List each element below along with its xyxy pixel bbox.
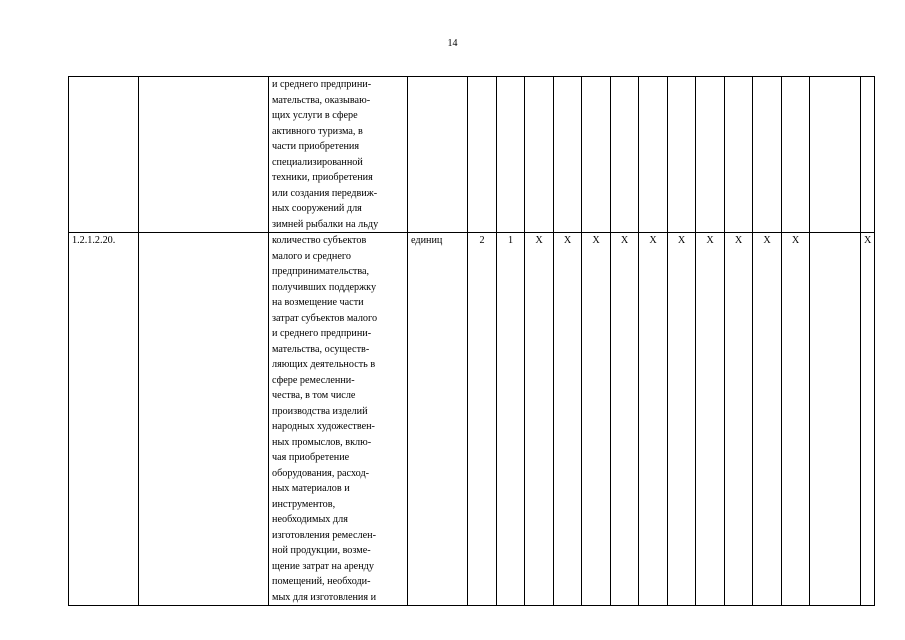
value-cell [668, 77, 696, 233]
table-row [69, 233, 875, 606]
value-cell [782, 233, 810, 606]
table-body [69, 77, 875, 606]
value-cell [696, 77, 725, 233]
value-cell [611, 233, 639, 606]
value-cell [810, 233, 861, 606]
value-cell-text: X [649, 235, 657, 246]
value-cell [582, 77, 611, 233]
value-cell [810, 77, 861, 233]
unit-cell [408, 233, 468, 606]
value-cell [525, 233, 554, 606]
value-cell-text: X [706, 235, 714, 246]
description-cell-text: количество субъектов малого и среднего предпринимательства, получивших поддержку на возмещение части затрат субъектов малого и среднего предприни- мательства, осуществ- ляющих деятельность в сфере ремесленни- чества, в том числе производства изделий народных художествен- ных промыслов, вклю- чая приобретение оборудования, расход- ных материалов и инструментов, необходимых для изготовления ремеслен- ной продукции, возме- щение затрат на аренду помещений, необходи- мых для изготовления и [272, 235, 378, 603]
value-cell [753, 77, 782, 233]
value-cell-text: 1 [507, 235, 514, 246]
code-cell-text: 1.2.1.2.20. [72, 235, 116, 246]
value-cell [497, 77, 525, 233]
code-cell [69, 233, 139, 606]
unit-cell [408, 77, 468, 233]
unit-cell-text: единиц [411, 235, 443, 246]
value-cell [525, 77, 554, 233]
value-cell [753, 233, 782, 606]
value-cell [639, 77, 668, 233]
value-cell [554, 233, 582, 606]
value-cell [468, 77, 497, 233]
value-cell-text: X [620, 235, 629, 246]
value-cell-text: X [864, 235, 872, 246]
value-cell [861, 77, 875, 233]
value-cell [497, 233, 525, 606]
value-cell [782, 77, 810, 233]
table-row [69, 77, 875, 233]
description-cell-text: и среднего предприни- мательства, оказываю- щих услуги в сфере активного туризма, в части приобретения специализированной техники, приобретения или создания передвиж- ных сооружений для зимней рыбалки на льду [272, 79, 379, 230]
value-cell-text: X [592, 235, 600, 246]
value-cell [725, 77, 753, 233]
value-cell [611, 77, 639, 233]
code-cell [69, 77, 139, 233]
value-cell-text: X [791, 235, 800, 246]
value-cell [696, 233, 725, 606]
indicator-table [68, 76, 875, 606]
value-cell-text: X [563, 235, 572, 246]
value-cell [725, 233, 753, 606]
value-cell [861, 233, 875, 606]
value-cell [582, 233, 611, 606]
value-cell-text: X [734, 235, 743, 246]
description-cell [269, 233, 408, 606]
value-cell [668, 233, 696, 606]
page-number: 14 [447, 38, 458, 49]
empty-cell [139, 77, 269, 233]
value-cell-text: X [763, 235, 771, 246]
value-cell [639, 233, 668, 606]
empty-cell [139, 233, 269, 606]
description-cell [269, 77, 408, 233]
value-cell-text: X [535, 235, 543, 246]
value-cell-text: X [677, 235, 686, 246]
value-cell-text: 2 [479, 235, 485, 246]
value-cell [554, 77, 582, 233]
value-cell [468, 233, 497, 606]
